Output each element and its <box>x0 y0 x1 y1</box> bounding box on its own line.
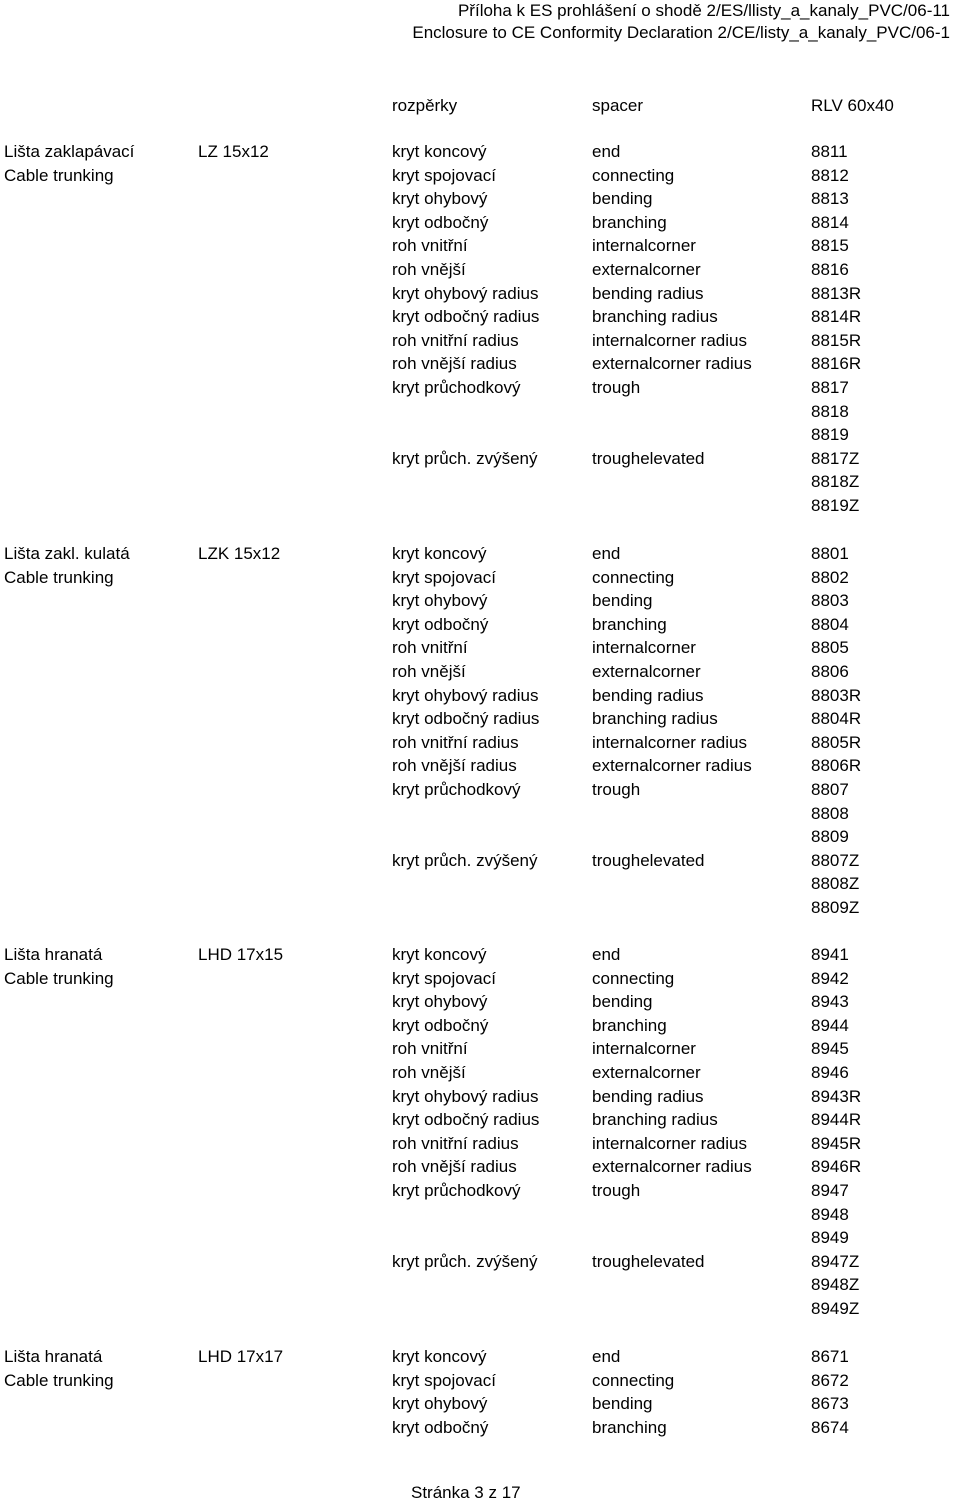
part-name-cz: kryt průch. zvýšený <box>392 1251 538 1271</box>
part-name-en: connecting <box>592 165 675 185</box>
table-row <box>0 1203 960 1227</box>
part-code: 8803 <box>811 591 849 611</box>
part-code: 8802 <box>811 567 849 587</box>
table-row <box>0 1061 960 1085</box>
part-name-en: externalcorner <box>592 1063 701 1082</box>
table-row <box>0 1037 960 1061</box>
part-name-en: connecting <box>592 1370 675 1390</box>
part-name-en: branching radius <box>592 307 718 327</box>
part-name-cz: kryt průchodkový <box>392 378 521 397</box>
part-name-en: end <box>592 142 621 161</box>
table-row <box>0 1179 960 1203</box>
part-name-en: end <box>592 945 621 964</box>
table-row <box>0 802 960 826</box>
part-name-en: end <box>592 544 621 563</box>
part-name-en: connecting <box>592 567 675 587</box>
part-code: 8948Z <box>811 1275 860 1295</box>
part-name-en: externalcorner <box>592 662 701 681</box>
part-name-cz: kryt odbočný <box>392 614 489 634</box>
part-name-cz: kryt ohybový radius <box>392 283 539 303</box>
column-header-row <box>0 94 960 116</box>
part-name-cz: roh vnější radius <box>392 1157 517 1177</box>
part-name-cz: kryt ohybový radius <box>392 685 539 705</box>
part-name-cz: kryt odbočný radius <box>392 1110 540 1130</box>
part-name-cz: kryt průchodkový <box>392 780 521 799</box>
part-code: 8813R <box>811 283 862 303</box>
part-name-en: internalcorner radius <box>592 732 747 752</box>
table-row <box>0 400 960 424</box>
table-row <box>0 1108 960 1132</box>
table-row <box>0 589 960 613</box>
part-name-cz: roh vnější <box>392 1063 466 1082</box>
table-row <box>0 1155 960 1179</box>
part-name-en: end <box>592 1347 621 1366</box>
part-name-en: bending radius <box>592 1086 704 1106</box>
part-name-en: bending radius <box>592 283 704 303</box>
table-row <box>0 1273 960 1297</box>
table-row <box>0 494 960 518</box>
part-code: 8814 <box>811 212 849 232</box>
part-code: 8815R <box>811 330 862 350</box>
part-name-cz: kryt odbočný radius <box>392 307 540 327</box>
part-code: 8809Z <box>811 898 860 917</box>
table-row <box>0 542 960 566</box>
header-line-en: Enclosure to CE Conformity Declaration 2/CE/listy_a_kanaly_PVC/06-1 <box>412 23 950 42</box>
table-row <box>0 1085 960 1109</box>
table-row <box>0 1416 960 1440</box>
part-name-cz: kryt průch. zvýšený <box>392 850 538 870</box>
table-row <box>0 1297 960 1321</box>
part-name-cz: roh vnější <box>392 662 466 681</box>
part-code: 8816R <box>811 354 862 374</box>
part-name-en: externalcorner radius <box>592 1157 752 1177</box>
table-row <box>0 754 960 778</box>
part-code: 8948 <box>811 1204 849 1224</box>
part-code: 8818Z <box>811 472 860 492</box>
part-name-cz: kryt spojovací <box>392 567 496 587</box>
table-row <box>0 164 960 188</box>
part-name-cz: kryt odbočný radius <box>392 709 540 729</box>
part-name-en: internalcorner <box>592 1039 696 1059</box>
part-name-en: branching <box>592 1015 667 1035</box>
part-code: 8808 <box>811 803 849 823</box>
column-header-en: spacer <box>592 96 644 115</box>
table-row <box>0 967 960 991</box>
table-row <box>0 613 960 637</box>
section-size: LHD 17x17 <box>198 1347 284 1366</box>
part-code: 8941 <box>811 945 849 964</box>
table-row <box>0 660 960 684</box>
table-row <box>0 1369 960 1393</box>
part-name-en: branching <box>592 212 667 232</box>
table-row <box>0 1226 960 1250</box>
table-row <box>0 778 960 802</box>
part-code: 8817Z <box>811 448 860 468</box>
part-name-en: internalcorner <box>592 236 696 256</box>
table-row <box>0 282 960 306</box>
part-code: 8818 <box>811 401 849 421</box>
part-code: 8814R <box>811 307 862 327</box>
table-row <box>0 896 960 920</box>
table-row <box>0 566 960 590</box>
part-name-en: connecting <box>592 968 675 988</box>
part-code: 8819 <box>811 425 849 445</box>
part-code: 8807 <box>811 780 849 799</box>
part-name-en: troughelevated <box>592 850 705 870</box>
document-header <box>412 0 950 44</box>
part-name-cz: kryt ohybový radius <box>392 1086 539 1106</box>
table-row <box>0 1392 960 1416</box>
section-name-cz: Lišta hranatá <box>4 945 103 964</box>
table-row <box>0 707 960 731</box>
part-code: 8815 <box>811 236 849 256</box>
part-code: 8944R <box>811 1110 862 1130</box>
part-name-cz: kryt odbočný <box>392 212 489 232</box>
table-row <box>0 872 960 896</box>
table-row <box>0 1132 960 1156</box>
part-code: 8945 <box>811 1039 849 1059</box>
part-name-en: branching radius <box>592 1110 718 1130</box>
table-row <box>0 731 960 755</box>
table-row <box>0 258 960 282</box>
part-code: 8671 <box>811 1347 849 1366</box>
part-name-en: bending <box>592 1394 653 1414</box>
part-name-cz: kryt ohybový <box>392 591 488 611</box>
table-row <box>0 1014 960 1038</box>
part-code: 8804R <box>811 709 862 729</box>
part-name-cz: kryt ohybový <box>392 992 488 1012</box>
part-code: 8817 <box>811 378 849 397</box>
section-name-en: Cable trunking <box>4 968 114 988</box>
section-size: LHD 17x15 <box>198 945 284 964</box>
part-name-en: branching radius <box>592 709 718 729</box>
table-row <box>0 211 960 235</box>
part-name-en: bending <box>592 591 653 611</box>
part-code: 8803R <box>811 685 862 705</box>
part-code: 8816 <box>811 260 849 279</box>
table-row <box>0 684 960 708</box>
part-code: 8812 <box>811 165 849 185</box>
part-name-en: externalcorner radius <box>592 756 752 776</box>
part-name-en: branching <box>592 1417 667 1437</box>
table-row <box>0 423 960 447</box>
section-name-en: Cable trunking <box>4 165 114 185</box>
part-name-en: trough <box>592 378 641 397</box>
part-name-cz: kryt průch. zvýšený <box>392 448 538 468</box>
table-row <box>0 470 960 494</box>
part-code: 8808Z <box>811 874 860 894</box>
part-code: 8947Z <box>811 1251 860 1271</box>
part-code: 8947 <box>811 1181 849 1200</box>
part-code: 8949 <box>811 1228 849 1248</box>
part-name-en: internalcorner <box>592 638 696 658</box>
part-name-en: internalcorner radius <box>592 330 747 350</box>
table-row <box>0 990 960 1014</box>
part-name-cz: kryt koncový <box>392 544 487 563</box>
table-row <box>0 329 960 353</box>
part-code: 8949Z <box>811 1299 860 1318</box>
table-row <box>0 305 960 329</box>
part-name-en: externalcorner radius <box>592 354 752 374</box>
part-name-cz: roh vnitřní <box>392 638 468 658</box>
table-row <box>0 849 960 873</box>
table-row <box>0 187 960 211</box>
part-name-cz: roh vnitřní <box>392 236 468 256</box>
part-code: 8807Z <box>811 850 860 870</box>
part-code: 8943R <box>811 1086 862 1106</box>
table-row <box>0 376 960 400</box>
part-name-cz: roh vnější <box>392 260 466 279</box>
part-name-en: troughelevated <box>592 1251 705 1271</box>
part-name-en: externalcorner <box>592 260 701 279</box>
part-name-en: bending <box>592 992 653 1012</box>
table-row <box>0 234 960 258</box>
part-name-cz: roh vnitřní radius <box>392 1133 519 1153</box>
part-name-en: trough <box>592 780 641 799</box>
part-name-cz: kryt koncový <box>392 142 487 161</box>
table-row <box>0 1250 960 1274</box>
part-code: 8943 <box>811 992 849 1012</box>
part-code: 8673 <box>811 1394 849 1414</box>
part-name-cz: kryt průchodkový <box>392 1181 521 1200</box>
section-name-en: Cable trunking <box>4 1370 114 1390</box>
part-code: 8801 <box>811 544 849 563</box>
part-code: 8674 <box>811 1417 849 1437</box>
table-row <box>0 636 960 660</box>
part-name-cz: kryt koncový <box>392 945 487 964</box>
part-name-cz: roh vnější radius <box>392 756 517 776</box>
part-name-cz: kryt ohybový <box>392 1394 488 1414</box>
part-code: 8804 <box>811 614 849 634</box>
part-name-cz: roh vnitřní radius <box>392 732 519 752</box>
part-name-en: bending radius <box>592 685 704 705</box>
part-name-en: branching <box>592 614 667 634</box>
table-row <box>0 1345 960 1369</box>
column-header-code: RLV 60x40 <box>811 96 894 115</box>
part-name-cz: kryt odbočný <box>392 1015 489 1035</box>
part-name-cz: kryt spojovací <box>392 1370 496 1390</box>
page-number: Stránka 3 z 17 <box>411 1483 521 1502</box>
part-code: 8946 <box>811 1063 849 1082</box>
table-row <box>0 352 960 376</box>
part-code: 8805R <box>811 732 862 752</box>
part-name-cz: kryt ohybový <box>392 189 488 209</box>
header-line-cz: Příloha k ES prohlášení o shodě 2/ES/llisty_a_kanaly_PVC/06-11 <box>457 1 950 20</box>
part-code: 8809 <box>811 827 849 847</box>
part-name-en: trough <box>592 1181 641 1200</box>
part-name-en: bending <box>592 189 653 209</box>
table-row <box>0 825 960 849</box>
part-name-cz: roh vnitřní <box>392 1039 468 1059</box>
part-code: 8811 <box>811 142 848 161</box>
part-code: 8944 <box>811 1015 849 1035</box>
part-name-cz: roh vnější radius <box>392 354 517 374</box>
part-name-cz: roh vnitřní radius <box>392 330 519 350</box>
part-code: 8946R <box>811 1157 862 1177</box>
section-name-en: Cable trunking <box>4 567 114 587</box>
table-row <box>0 943 960 967</box>
part-code: 8945R <box>811 1133 862 1153</box>
part-name-cz: kryt spojovací <box>392 968 496 988</box>
part-code: 8942 <box>811 968 849 988</box>
part-name-cz: kryt koncový <box>392 1347 487 1366</box>
part-code: 8806 <box>811 662 849 681</box>
part-code: 8813 <box>811 189 849 209</box>
table-row <box>0 447 960 471</box>
part-name-cz: kryt odbočný <box>392 1417 489 1437</box>
part-name-cz: kryt spojovací <box>392 165 496 185</box>
section-name-cz: Lišta hranatá <box>4 1347 103 1366</box>
column-header-cz: rozpěrky <box>392 96 458 115</box>
section-size: LZK 15x12 <box>198 544 281 563</box>
part-code: 8672 <box>811 1370 849 1390</box>
part-name-en: internalcorner radius <box>592 1133 747 1153</box>
part-name-en: troughelevated <box>592 448 705 468</box>
part-code: 8819Z <box>811 496 860 515</box>
table-row <box>0 140 960 164</box>
part-code: 8806R <box>811 756 862 776</box>
part-code: 8805 <box>811 638 849 658</box>
section-name-cz: Lišta zakl. kulatá <box>4 544 130 563</box>
section-size: LZ 15x12 <box>198 142 269 161</box>
section-name-cz: Lišta zaklapávací <box>4 142 135 161</box>
